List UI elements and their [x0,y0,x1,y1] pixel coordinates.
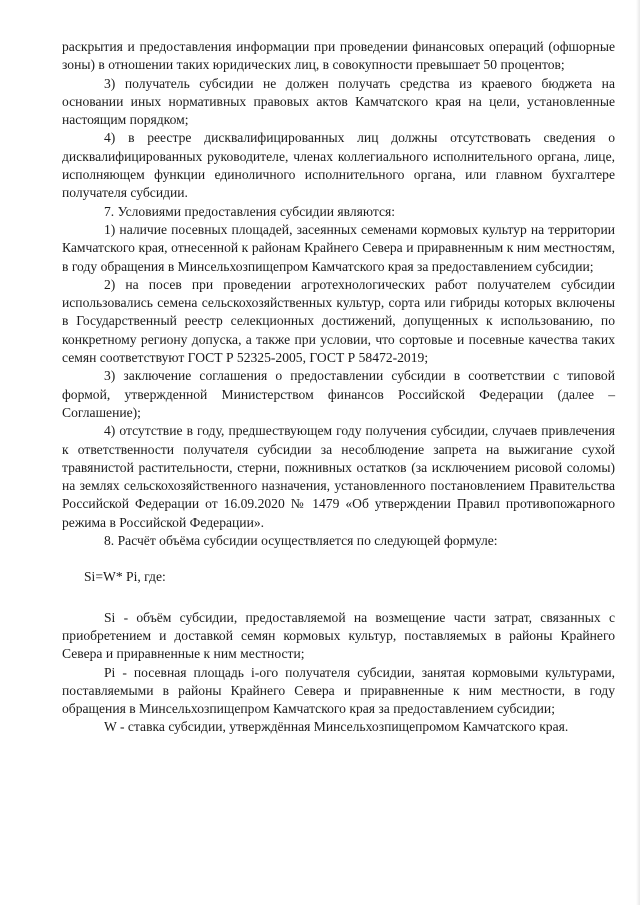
paragraph-item-4: 4) в реестре дисквалифицированных лиц должны отсутствовать сведения о дисквалифицированных руководителе, членах коллегиального исполнительного органа, лице, исполняющем функции единоличного исполнительного органа, или главном бухгалтере получателя субсидии. [62,130,615,201]
document-page [62,38,615,737]
condition-item-2: 2) на посев при проведении агротехнологических работ получателем субсидии использовались семена сельскохозяйственных культур, сорта или гибриды которых включены в Государственный реестр селекционных достижений, допущенных к использованию, по конкретному региону допуска, а также при условии, что сортовые и посевные качества таких семян соответствуют ГОСТ Р 52325-2005, ГОСТ Р 58472-2019; [62,276,615,366]
condition-item-4: 4) отсутствие в году, предшествующем году получения субсидии, случаев привлечения к ответственности получателя субсидии за несоблюдение запрета на выжигание сухой травянистой растительности, стерни, пожнивных остатков (за исключением рисовой соломы) на землях сельскохозяйственного назначения, установленного постановлением Правительства Российской Федерации от 16.09.2020 № 1479 «Об утверждении Правил противопожарного режима в Российской Федерации». [62,423,615,530]
section-7-heading: 7. Условиями предоставления субсидии являются: [104,203,396,219]
section-8-heading: 8. Расчёт объёма субсидии осуществляется по следующей формуле: [104,533,498,549]
subsidy-formula: Si=W* Pi, где: [84,569,166,585]
definition-pi: Pi - посевная площадь i-ого получателя субсидии, занятая кормовыми культурами, поставляемыми в районы Крайнего Севера и приравненные к ним местности, в году обращения в Минсельхозпищепром Камчатского края за предоставлением субсидии; [62,664,615,717]
paragraph-item-3: 3) получатель субсидии не должен получать средства из краевого бюджета на основании иных нормативных правовых актов Камчатского края на цели, установленные настоящим порядком; [62,75,615,128]
definition-w: W - ставка субсидии, утверждённая Минсельхозпищепромом Камчатского края. [104,719,569,735]
condition-item-3: 3) заключение соглашения о предоставлении субсидии в соответствии с типовой формой, утвержденной Министерством финансов Российской Федерации (далее – Соглашение); [62,368,615,420]
definition-si: Si - объём субсидии, предоставляемой на возмещение части затрат, связанных с приобретением и доставкой семян кормовых культур, поставляемых в районы Крайнего Севера и приравненные к ним местности; [62,609,615,662]
condition-item-1: 1) наличие посевных площадей, засеянных семенами кормовых культур на территории Камчатского края, отнесенной к районам Крайнего Севера и приравненным к ним местностям, в году обращения в Минсельхозпищепром Камчатского края за предоставлением субсидии; [62,221,615,274]
scan-edge-shadow [636,0,640,905]
paragraph-continuation: раскрытия и предоставления информации при проведении финансовых операций (офшорные зоны) в отношении таких юридических лиц, в совокупности превышает 50 процентов; [62,39,615,73]
